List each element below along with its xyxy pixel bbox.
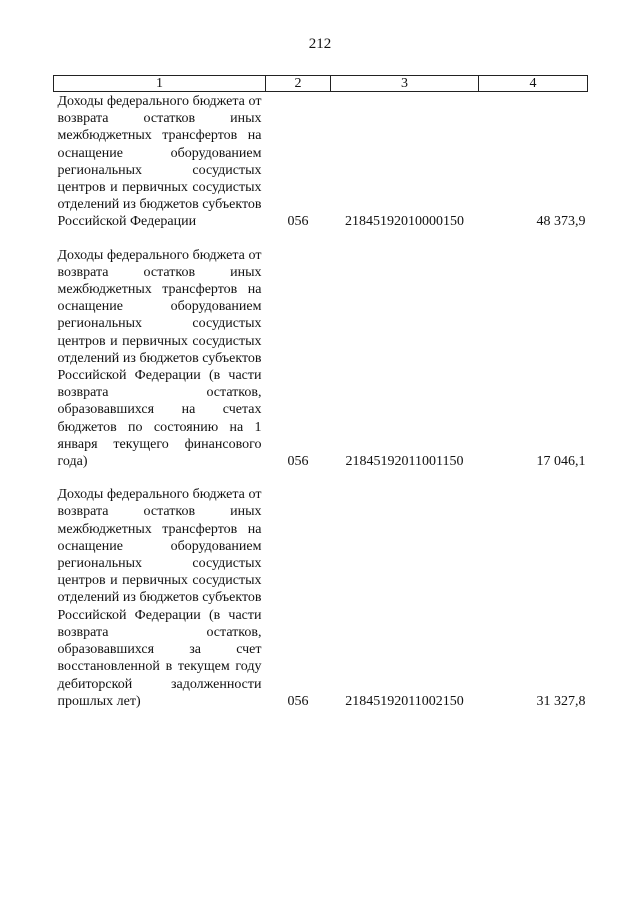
column-header-2: 2	[266, 76, 331, 92]
row-kbk-code: 21845192011001150	[345, 454, 464, 470]
table-row	[54, 470, 588, 710]
row-amount: 17 046,1	[536, 454, 586, 470]
column-header-3: 3	[331, 76, 479, 92]
table-row	[54, 231, 588, 471]
row-description: Доходы федерального бюджета от возврата остатков иных межбюджетных трансфертов на оснащение оборудованием региональных сосудистых центров и первичных сосудистых отделений из бюджетов субъектов Российской Федерации (в части возврата остатков, образовавшихся на счетах бюджетов по состоянию на 1 января текущего финансового года)	[57, 247, 262, 470]
row-description-cell	[54, 470, 266, 710]
table-row	[54, 92, 588, 231]
row-admin-code: 056	[287, 454, 309, 470]
column-header-1: 1	[54, 76, 266, 92]
row-amount: 31 327,8	[536, 693, 586, 709]
page-number: 212	[308, 36, 332, 52]
row-amount: 48 373,9	[536, 214, 586, 230]
column-header-4: 4	[479, 76, 588, 92]
row-description: Доходы федерального бюджета от возврата остатков иных межбюджетных трансфертов на оснащение оборудованием региональных сосудистых центров и первичных сосудистых отделений из бюджетов субъектов Российской Федерации	[57, 94, 262, 230]
row-description-cell	[54, 231, 266, 471]
table-header-row	[54, 76, 588, 92]
row-admin-code: 056	[287, 693, 309, 709]
row-admin-code: 056	[287, 214, 309, 230]
budget-table	[53, 75, 588, 710]
row-description-cell	[54, 92, 266, 231]
row-kbk-code: 21845192010000150	[345, 214, 464, 230]
row-description: Доходы федерального бюджета от возврата остатков иных межбюджетных трансфертов на оснащение оборудованием региональных сосудистых центров и первичных сосудистых отделений из бюджетов субъектов Российской Федерации (в части возврата остатков, образовавшихся за счет восстановленной в текущем году дебиторской задолженности прошлых лет)	[57, 487, 262, 709]
row-kbk-code: 21845192011002150	[345, 693, 464, 709]
